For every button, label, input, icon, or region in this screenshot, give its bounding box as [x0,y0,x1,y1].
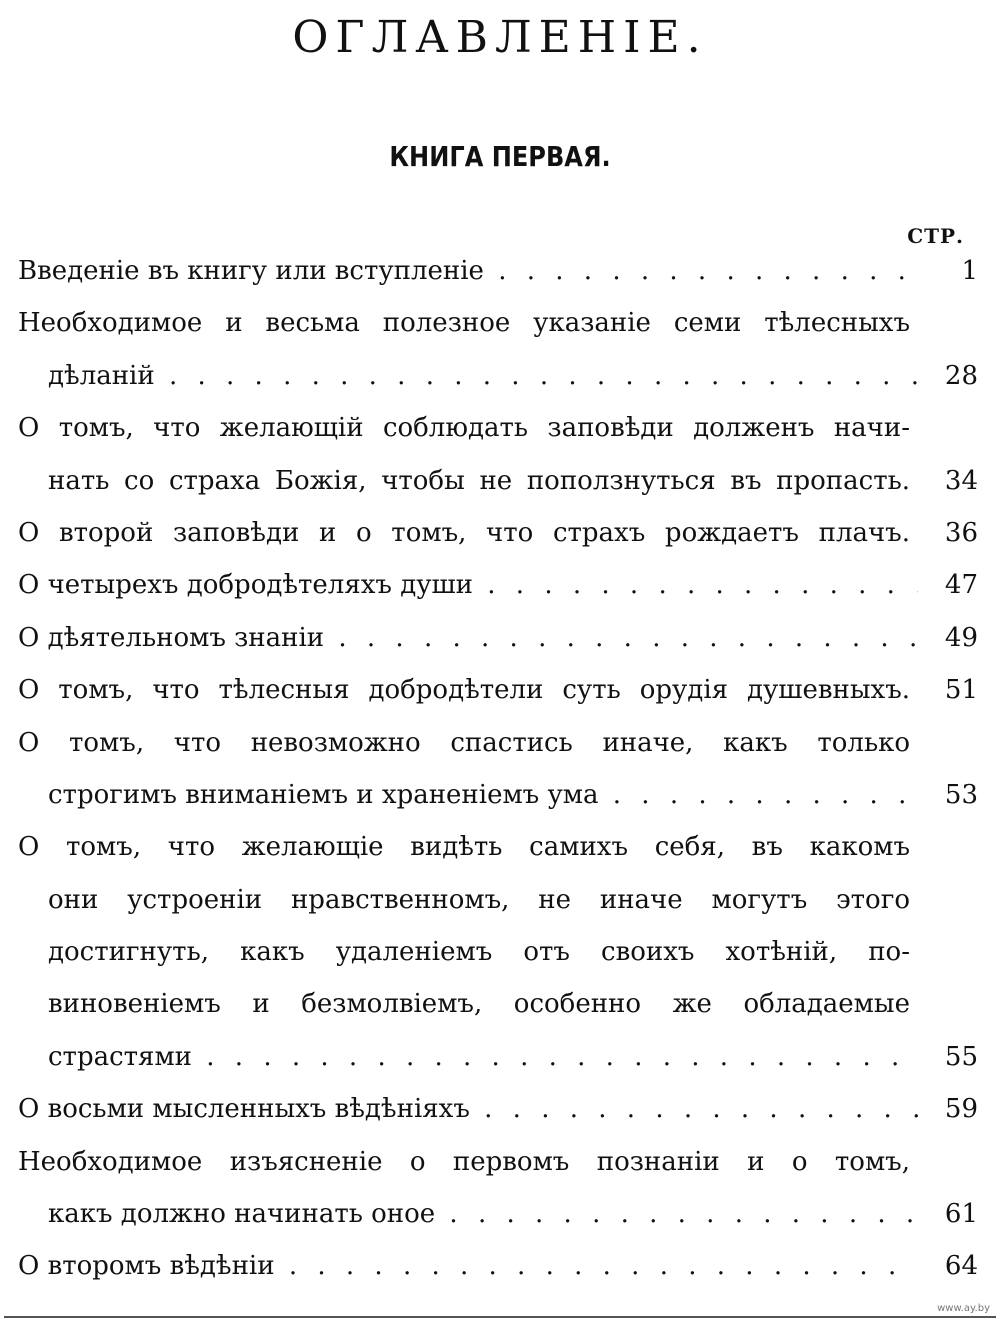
toc-line [18,612,980,664]
toc-page-number: 61 [944,1199,978,1230]
toc-line-text: страстями . . . [18,1031,918,1083]
toc-line-text: Введеніе въ книгу или вступленіе . . . [18,245,918,297]
toc-line-text: Необходимое изъясненіе о первомъ познаніи и о томъ, [18,1146,910,1177]
toc-line [18,978,980,1030]
page-column-label: СТР. [907,224,964,248]
toc-line-text: виновеніемъ и безмолвіемъ, особенно же обладаемые [48,989,910,1020]
toc-line [18,350,980,402]
table-of-contents [18,245,980,1293]
toc-page-number: 47 [944,570,978,601]
toc-line-text: О томъ, что тѣлесныя добродѣтели суть орудія душевныхъ. [18,675,910,706]
toc-line [18,926,980,978]
toc-line-text: О томъ, что невозможно спастись иначе, какъ только [18,727,910,758]
toc-line [18,297,980,349]
toc-line [18,559,980,611]
toc-page-number: 51 [944,675,978,706]
toc-page-number: 53 [944,779,978,810]
page-title: ОГЛАВЛЕНІЕ. [292,12,708,63]
toc-line [18,717,980,769]
watermark: www.ay.by [937,1303,990,1314]
toc-line-text: дѣланій . . . [18,350,918,402]
toc-page-number: 36 [944,517,978,548]
toc-line [18,245,980,297]
toc-line-text: достигнуть, какъ удаленіемъ отъ своихъ хотѣній, по- [48,937,910,968]
toc-page-number: 34 [944,465,978,496]
book-heading: КНИГА ПЕРВАЯ. [389,140,611,173]
toc-line [18,1136,980,1188]
toc-line-text: нать со страха Божія, чтобы не поползнуться въ пропасть. [48,465,910,496]
toc-line [18,1031,980,1083]
toc-line-text: строгимъ вниманіемъ и храненіемъ ума . . . [18,769,918,821]
toc-line [18,664,980,716]
bottom-rule [4,1316,996,1318]
toc-line-text: О второмъ вѣдѣніи . . . [18,1240,918,1292]
toc-line [18,402,980,454]
toc-line-text: О четырехъ добродѣтеляхъ души . . . [18,559,918,611]
toc-page-number: 55 [944,1041,978,1072]
toc-line [18,507,980,559]
toc-line-text: О томъ, что желающіе видѣть самихъ себя, въ какомъ [18,832,910,863]
toc-line [18,874,980,926]
toc-line [18,1188,980,1240]
toc-line [18,821,980,873]
toc-page-number: 1 [961,256,978,286]
toc-line-text: О дѣятельномъ знаніи . . . [18,612,918,664]
toc-page-number: 28 [944,360,978,391]
toc-line-text: О томъ, что желающій соблюдать заповѣди долженъ начи- [18,413,910,444]
toc-line [18,769,980,821]
toc-line-text: О восьми мысленныхъ вѣдѣніяхъ . . . [18,1083,918,1135]
toc-line [18,455,980,507]
toc-line-text: они устроеніи нравственномъ, не иначе могутъ этого [48,884,910,915]
toc-line-text: какъ должно начинать оное . . . [18,1188,918,1240]
toc-page-number: 64 [944,1251,978,1282]
toc-page-number: 49 [944,622,978,653]
toc-line [18,1240,980,1292]
toc-line-text: О второй заповѣди и о томъ, что страхъ рождаетъ плачъ. [18,517,910,548]
toc-line-text: Необходимое и весьма полезное указаніе семи тѣлесныхъ [18,308,910,339]
toc-line [18,1083,980,1135]
toc-page-number: 59 [944,1094,978,1125]
